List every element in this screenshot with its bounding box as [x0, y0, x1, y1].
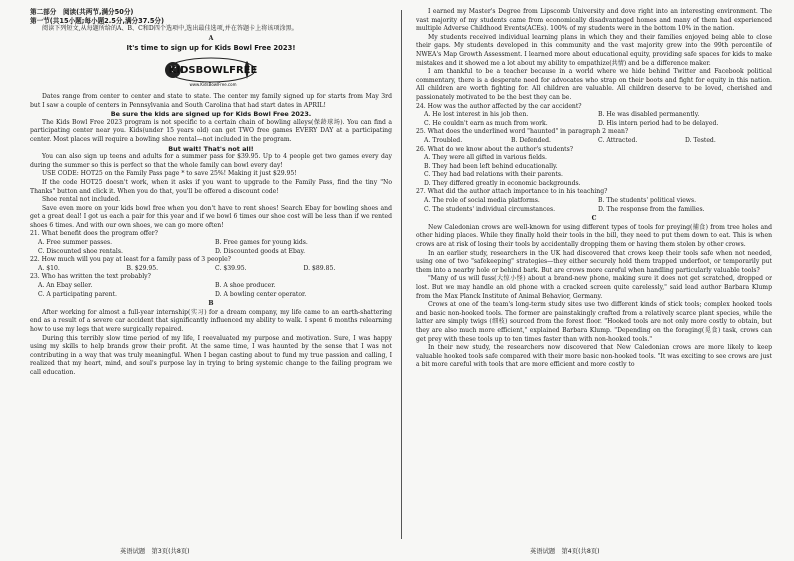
- c-paragraph-1: New Caledonian crows are well-known for using different types of tools for preying(捕食) from tree holes and other hiding places. While they finally hold their tools in the bill, they need to put them down to eat. This is when crows are at risk of losing their tools by accidentally dropping them or having them stolen by other crows.: [416, 223, 772, 249]
- passage-b-letter: B: [208, 300, 214, 308]
- a-paragraph-7: Save even more on your kids bowl free when you don't have to rent shoes! Search Ebay for bowling shoes and get a great deal! I got us each a pair for this year and if we bowl 6 times our shoe cost will be less than if we rented shoes 6 times. And with our own shoes, we can go more often!: [30, 204, 392, 229]
- q22-stem: 22. How much will you pay at least for a family pass of 3 people?: [30, 256, 231, 264]
- q26-option-b: B. They had been left behind educationally.: [424, 162, 558, 170]
- a-paragraph-2: The Kids Bowl Free 2023 program is not specific to a certain chain of bowling alleys(保龄球场). You can find a participating center near you. Kids(under 15 years old) can get TWO free games EVERY DAY at a participating center. Most places will require a bowling shoe rental—not included in the program.: [30, 118, 392, 143]
- q24-option-b: B. He was disabled permanently.: [598, 111, 700, 119]
- b-paragraph-3: I earned my Master's Degree from Lipscomb University and dove right into an interesting environment. The vast majority of my students came from economically disadvantaged homes and many of them had experienced multiple Adverse Childhood Events(ACEs). 100% of my students were in the bottom 10% in the nation.: [416, 8, 772, 33]
- page-divider: [401, 10, 402, 539]
- kids-bowl-free-logo: [163, 55, 259, 89]
- right-page-footer: 英语试题 第4页(共8页): [530, 548, 600, 555]
- q24-options: [416, 111, 772, 128]
- q25-option-c: C. Attracted.: [598, 136, 638, 144]
- q22-option-a: A. $10.: [38, 264, 60, 272]
- q25-option-d: D. Tested.: [685, 136, 716, 144]
- c-paragraph-5: In their new study, the researchers now discovered that New Caledonian crows are more likely to keep valuable hooked tools safe compared with their more basic non-hooked tools. "It was exciting to see crows are just a bit more careful with tools that are more efficient and more costly to: [416, 344, 772, 369]
- passage-a-title: It's time to sign up for Kids Bowl Free 2023!: [126, 44, 296, 53]
- q27-option-a: A. The role of social media platforms.: [424, 197, 540, 205]
- a-paragraph-6: Shoe rental not included.: [42, 196, 121, 204]
- q23-option-a: A. An Ebay seller.: [38, 282, 93, 290]
- svg-text:KIDSBOWLFREE: KIDSBOWLFREE: [168, 64, 258, 76]
- q22-options: [30, 265, 392, 274]
- q21-stem: 21. What benefit does the program offer?: [30, 230, 158, 238]
- b-paragraph-2: During this terribly slow time period of my life, I reevaluated my purpose and motivation. Sure, I was happy using my skills to help brands grow their profit. At the same time, I was haunted by the sense that I was not contributing in a way that was truly meaningful. When I began casting about to fund my true passion and calling, I realized that my heart, mind, and soul's purpose lay in trying to bring systemic change to the failing program we call education.: [30, 334, 392, 376]
- c-paragraph-2: In an earlier study, researchers in the UK had discovered that crows keep their tools safe when not needed, using one of two "safekeeping" strategies—they either securely hold them trapped underfoot, or temporarily put them into a nearby hole or behind bark. But are crows more careful when handling particularly valuable tools?: [416, 249, 772, 274]
- q22-option-b: B. $29.95.: [126, 264, 159, 272]
- passage-a-letter: A: [208, 34, 214, 42]
- q23-options: [30, 282, 392, 299]
- a-subheading-1: Be sure the kids are signed up for Kids Bowl Free 2023.: [110, 110, 312, 119]
- a-paragraph-4: USE CODE: HOT25 on the Family Pass page * to save 25%! Making it just $29.95!: [42, 170, 297, 178]
- q25-stem: 25. What does the underlined word "haunted" in paragraph 2 mean?: [416, 128, 629, 136]
- left-page: [30, 8, 392, 561]
- a-subheading-2: But wait! That's not all!: [168, 144, 254, 153]
- q21-option-d: D. Discounted goods at Ebay.: [215, 247, 306, 255]
- a-paragraph-1: Dates range from center to center and state to state. The center my family signed up for starts from May 3rd but I saw a couple of centers in Pennsylvania and South Carolina that had start dates in APRIL!: [30, 92, 392, 109]
- q22-option-d: D. $89.85.: [303, 264, 336, 272]
- a-paragraph-3: You can also sign up teens and adults for a summer pass for $39.95. Up to 4 people get two games every day during the summer so this is perfect so that the whole family can bowl every day!: [30, 153, 392, 169]
- q22-option-c: C. $39.95.: [215, 264, 247, 272]
- b-paragraph-4: My students received individual learning plans in which they and their families enjoyed being able to close their gaps. My students developed in this community and the vast majority grew into the 99th percentile of NWEA's Map Growth Assessment. I learned more about educational equity, providing safe spaces for kids to make mistakes and it showed me a lot about my ability to empathize(共情) and be a difference maker.: [416, 33, 772, 67]
- q24-option-d: D. His intern period had to be delayed.: [598, 119, 719, 127]
- section-header: 第一节(共15小题;每小题2.5分,满分37.5分): [30, 16, 165, 25]
- q26-option-d: D. They differed greatly in economic backgrounds.: [424, 179, 581, 187]
- q23-option-b: B. A shoe producer.: [215, 282, 276, 290]
- q26-option-c: C. They had bad relations with their parents.: [424, 171, 563, 179]
- q21-option-c: C. Discounted shoe rentals.: [38, 247, 123, 255]
- b-paragraph-1: After working for almost a full-year internship(实习) for a dream company, my life came to an earth-shattering end as a result of a severe car accident that significantly influenced my ability to walk. I spent 6 months relearning how to use my legs that were surgically repaired.: [30, 308, 392, 333]
- q23-option-d: D. A bowling center operator.: [215, 290, 307, 298]
- q21-options: [30, 239, 392, 256]
- q27-option-d: D. The response from the families.: [598, 205, 705, 213]
- q24-option-c: C. He couldn't earn as much from work.: [424, 119, 548, 127]
- q25-options: [416, 137, 772, 146]
- right-page: [416, 8, 772, 561]
- q27-option-b: B. The students' political views.: [598, 197, 697, 205]
- q23-option-c: C. A participating parent.: [38, 290, 117, 298]
- a-paragraph-5: If the code HOT25 doesn't work, when it asks if you want to upgrade to the Family Pass, find the tiny "No Thanks" button and click it. When you do that, you'll be offered a discount code!: [30, 178, 392, 195]
- passage-c-letter: C: [591, 215, 597, 223]
- q24-stem: 24. How was the author affected by the car accident?: [416, 102, 582, 110]
- q24-option-a: A. He lost interest in his job then.: [424, 111, 529, 119]
- part-header: 第二部分 阅读(共两节,满分50分): [30, 8, 134, 16]
- q21-option-b: B. Free games for young kids.: [215, 239, 308, 247]
- b-paragraph-5: I am thankful to be a teacher because in a world where we hide behind Twitter and Facebook political commentary, there is a desperate need for advocates who strap on their boots and fight for equity in this nation. All children are worth fighting for. All children are valuable. All children deserve to be loved, cherished and passionately motivated to be the best they can be.: [416, 68, 772, 101]
- c-paragraph-3: "Many of us will fuss(大惊小怪) about a brand-new phone, making sure it does not get scratched, dropped or lost. But we may handle an old phone with a cracked screen quite carelessly," said lead author Barbara Klump from the Max Planck Institute of Animal Behavior, Germany.: [416, 275, 772, 300]
- q27-options: [416, 197, 772, 214]
- q25-option-a: A. Troubled.: [424, 136, 463, 144]
- q25-option-b: B. Defended.: [511, 136, 551, 144]
- svg-text:www.KidsBowlFree.com: www.KidsBowlFree.com: [189, 81, 237, 87]
- instructions: 阅读下列短文,从每题所给的A、B、C和D四个选项中,选出最佳选项,并在答题卡上将该项涂黑。: [42, 25, 298, 33]
- q26-option-a: A. They were all gifted in various fields.: [424, 154, 547, 162]
- left-page-footer: 英语试题 第3页(共8页): [120, 548, 190, 555]
- q23-stem: 23. Who has written the text probably?: [30, 273, 151, 281]
- q21-option-a: A. Free summer passes.: [38, 239, 113, 247]
- c-paragraph-4: Crows at one of the team's long-term study sites use two different kinds of stick tools; complex hooked tools and basic non-hooked tools. The former are painstakingly crafted from a relatively scarce plant species, while the latter are simply twigs (细枝) sourced from the forest floor. "Hooked tools are not only more costly to obtain, but they are also much more efficient," explained Barbara Klump. "Depending on the foraging(觅食) task, crows can get prey with these tools up to ten times faster than with non-hooked tools.": [416, 301, 772, 343]
- q26-stem: 26. What do we know about the author's students?: [416, 145, 573, 153]
- logo-wrap: [30, 55, 392, 89]
- q27-stem: 27. What did the author attach importance to in his teaching?: [416, 188, 608, 196]
- q27-option-c: C. The students' individual circumstances.: [424, 205, 556, 213]
